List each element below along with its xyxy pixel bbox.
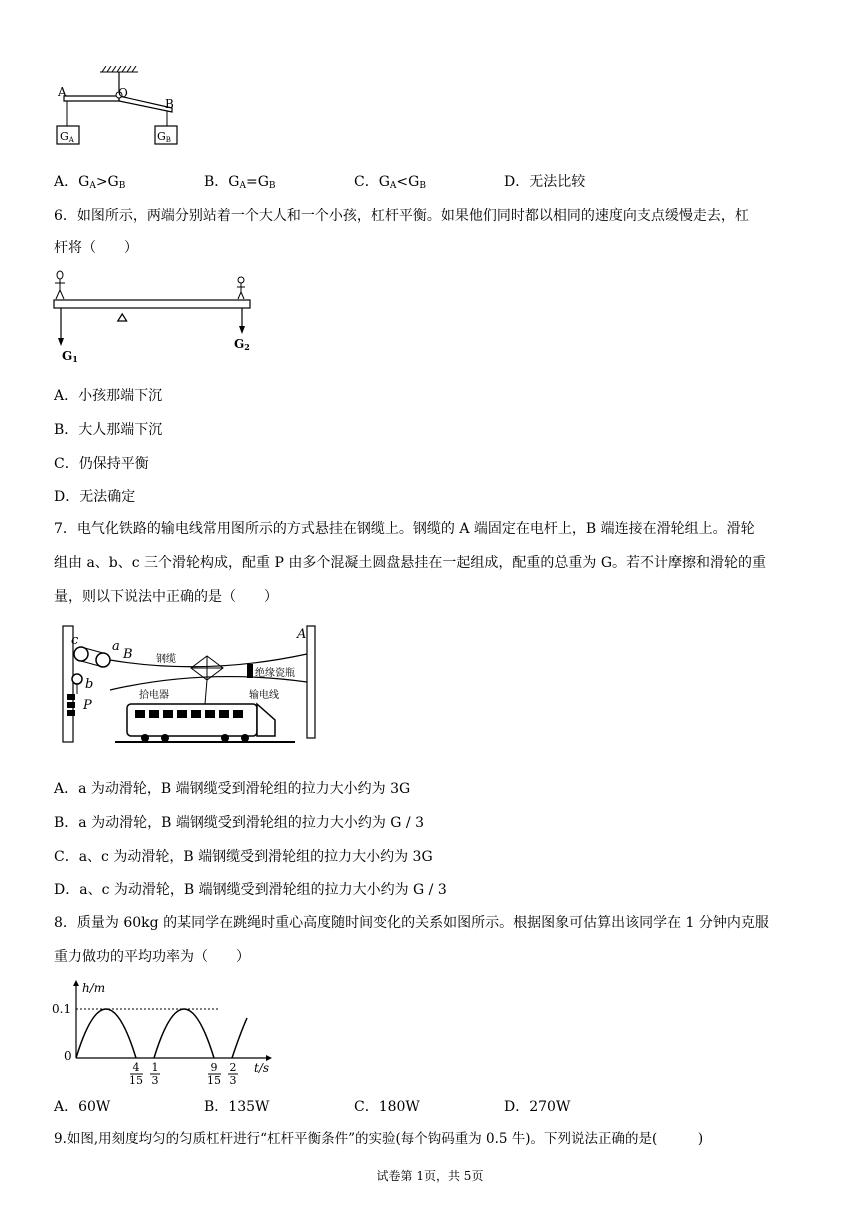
y-tick-label: 0.1 <box>52 1002 72 1016</box>
label-c: c <box>71 633 79 648</box>
q7-option-d: D．a、c 为动滑轮，B 端钢缆受到滑轮组的拉力大小约为 G / 3 <box>54 882 447 898</box>
x-tick-2-num: 1 <box>151 1061 159 1074</box>
q5-option-c: C．$G_A<G_B$ <box>354 174 426 191</box>
q8-option-c: C．180W <box>354 1099 420 1115</box>
pulley-c <box>74 647 88 661</box>
page-footer: 试卷第 1页，共 5页 <box>376 1169 484 1183</box>
railway-diagram-q7 <box>55 624 321 748</box>
x-axis-label: t/s <box>254 1061 270 1075</box>
q6-option-b: B．大人那端下沉 <box>54 422 163 438</box>
label-o: O <box>118 86 128 100</box>
svg-text:G1: G1 <box>62 349 78 364</box>
label-a-upper: A <box>297 627 307 642</box>
q8-option-b: B．135W <box>204 1099 270 1115</box>
q6-option-d: D．无法确定 <box>54 489 136 505</box>
svg-text:G2: G2 <box>234 337 250 352</box>
q8-option-a: A．60W <box>54 1099 111 1115</box>
jump-arc-3 <box>232 1018 247 1058</box>
label-wire: 输电线 <box>249 690 279 701</box>
x-tick-3-den: 15 <box>207 1074 221 1086</box>
q6-option-a: A．小孩那端下沉 <box>54 388 163 404</box>
adult-figure <box>55 271 65 299</box>
origin-label: 0 <box>64 1049 72 1063</box>
label-a-small: a <box>112 639 120 654</box>
q5-option-a: A．$G_A>G_B$ <box>54 174 126 191</box>
pulley-a <box>96 653 110 667</box>
label-b: b <box>85 677 94 692</box>
q7-option-a: A．a 为动滑轮，B 端钢缆受到滑轮组的拉力大小约为 3G <box>54 781 411 797</box>
q7-option-b: B．a 为动滑轮，B 端钢缆受到滑轮组的拉力大小约为 G / 3 <box>54 815 424 831</box>
x-tick-2-den: 3 <box>151 1074 159 1086</box>
x-tick-1-num: 4 <box>132 1061 140 1074</box>
lever-left-arm <box>64 96 119 101</box>
label-p: P <box>83 698 92 713</box>
q6-option-c: C．仍保持平衡 <box>54 456 149 472</box>
ceiling-hatch <box>100 66 138 72</box>
jump-arc-2 <box>154 1009 214 1058</box>
svg-text:GA: GA <box>60 130 74 144</box>
seesaw-board <box>54 300 250 308</box>
x-tick-1-den: 15 <box>129 1074 143 1086</box>
height-time-graph-q8 <box>48 978 278 1086</box>
q8-stem-line1: 8．质量为 60kg 的某同学在跳绳时重心高度随时间变化的关系如图所示。根据图象可估算出该同学在 1 分钟内克服 <box>54 915 769 931</box>
seesaw-diagram-q6 <box>52 268 262 364</box>
q7-stem-line3: 量，则以下说法中正确的是（ ） <box>54 589 278 605</box>
q8-option-d: D．270W <box>504 1099 571 1115</box>
label-b-upper: B <box>123 647 133 662</box>
q7-option-c: C．a、c 为动滑轮，B 端钢缆受到滑轮组的拉力大小约为 3G <box>54 849 433 865</box>
child-figure <box>237 277 245 299</box>
x-tick-4-den: 3 <box>229 1074 237 1086</box>
train <box>127 704 257 736</box>
steel-cable <box>110 654 307 667</box>
x-tick-3-num: 9 <box>210 1061 218 1074</box>
q9-stem-line1: 9.如图,用刻度均匀的匀质杠杆进行“杠杆平衡条件”的实验(每个钩码重为 0.5 牛)。下列说法正确的是( ) <box>54 1131 704 1147</box>
q7-stem-line2: 组由 a、b、c 三个滑轮构成，配重 P 由多个混凝土圆盘悬挂在一起组成，配重的总重为 G。若不计摩擦和滑轮的重 <box>54 555 767 571</box>
q5-option-b: B．$G_A=G_B$ <box>204 174 276 191</box>
y-axis-label: h/m <box>82 981 106 995</box>
svg-text:GB: GB <box>157 130 171 144</box>
label-insulator: 绝缘瓷瓶 <box>255 668 295 679</box>
q6-stem-line2: 杆将（ ） <box>54 240 138 256</box>
q6-stem-line1: 6．如图所示，两端分别站着一个大人和一个小孩，杠杆平衡。如果他们同时都以相同的速度向支点缓慢走去，杠 <box>54 208 749 224</box>
pulley-b <box>72 674 82 684</box>
x-tick-4-num: 2 <box>229 1061 237 1074</box>
label-collector: 拾电器 <box>139 690 169 701</box>
label-a: A <box>58 85 67 99</box>
q5-option-d: D．无法比较 <box>504 174 586 190</box>
label-cable: 钢缆 <box>156 654 176 665</box>
fulcrum <box>118 314 127 321</box>
jump-arc-1 <box>76 1009 136 1058</box>
label-b: B <box>165 97 174 111</box>
q8-stem-line2: 重力做功的平均功率为（ ） <box>54 949 250 965</box>
q7-stem-line1: 7．电气化铁路的输电线常用图所示的方式悬挂在钢缆上。钢缆的 A 端固定在电杆上，B 端连接在滑轮组上。滑轮 <box>54 521 755 537</box>
lever-diagram-q5 <box>52 66 192 148</box>
